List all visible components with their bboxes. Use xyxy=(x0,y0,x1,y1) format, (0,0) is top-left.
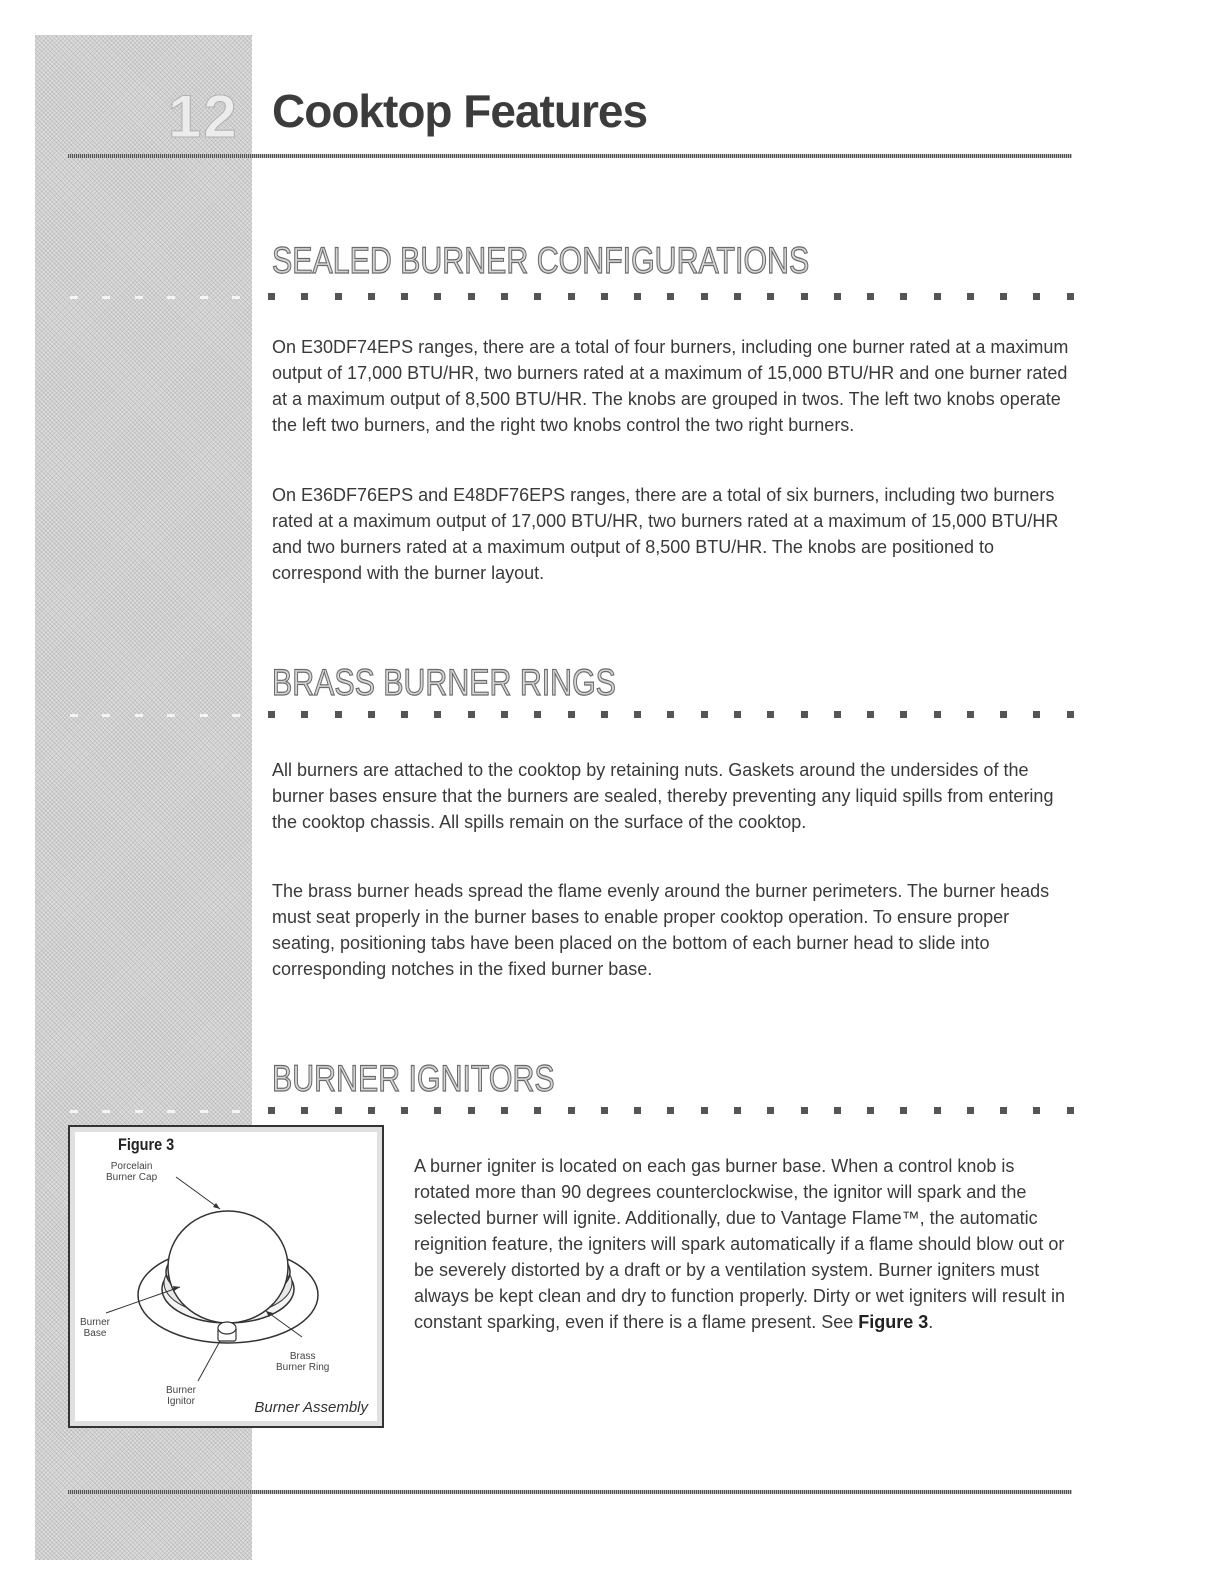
figure-caption: Burner Assembly xyxy=(254,1399,368,1416)
paragraph: On E30DF74EPS ranges, there are a total of four burners, including one burner rated at a maximum output of 17,000 BTU/HR, two burners rated at a maximum of 15,000 BTU/HR and one burner rated at a maximum output of 8,500 BTU/HR. The knobs are grouped in twos. The left two knobs operate the left two burners, and the right two knobs control the two right burners. xyxy=(272,337,1069,435)
label-porcelain-burner-cap xyxy=(106,1161,157,1183)
section-divider xyxy=(268,293,1074,300)
paragraph-text: A burner igniter is located on each gas burner base. When a control knob is rotated more than 90 degrees counterclockwise, the ignitor will spark and the selected burner will ignite. Additionally, due to Vantage Flame™, the automatic reignition feature, the igniters will spark automatically if a flame should blow out or be severely distorted by a draft or by a ventilation system. Burner igniters must always be kept clean and dry to function properly. Dirty or wet igniters will result in constant sparking, even if there is a flame present. See xyxy=(414,1156,1065,1332)
label-burner-ignitor xyxy=(166,1385,196,1407)
header-rule xyxy=(68,154,1072,158)
figure-3 xyxy=(68,1125,384,1428)
page-title: Cooktop Features xyxy=(272,85,648,137)
label-line: Burner Ring xyxy=(276,1362,330,1373)
paragraph xyxy=(414,1153,1074,1335)
chapter-number: 12 xyxy=(168,83,239,150)
label-line: Burner Cap xyxy=(106,1172,158,1183)
paragraph-end: . xyxy=(928,1312,934,1332)
label-line: Burner xyxy=(80,1317,111,1328)
figure-title: Figure 3 xyxy=(118,1135,175,1154)
paragraph: The brass burner heads spread the flame evenly around the burner perimeters. The burner heads must seat properly in the burner bases to enable proper cooktop operation. To ensure proper seating, positioning tabs have been placed on the bottom of each burner head to slide into corresponding notches in the fixed burner base. xyxy=(272,881,1050,979)
label-brass-burner-ring xyxy=(276,1351,329,1373)
label-line: Burner xyxy=(166,1385,197,1396)
band-dot-row xyxy=(70,1110,240,1113)
section-heading-burner-ignitors: BURNER IGNITORS xyxy=(272,1058,555,1099)
label-line: Brass xyxy=(289,1351,316,1362)
band-dot-row xyxy=(70,714,240,717)
section-heading-sealed-burner: SEALED BURNER CONFIGURATIONS xyxy=(272,240,810,281)
section-divider xyxy=(268,711,1074,718)
label-line: Ignitor xyxy=(167,1396,195,1407)
band-dot-row xyxy=(70,296,240,299)
label-burner-base xyxy=(80,1317,110,1339)
label-line: Base xyxy=(83,1328,107,1339)
label-line: Porcelain xyxy=(110,1161,153,1172)
footer-rule xyxy=(68,1490,1072,1494)
section-heading-brass-burner-rings: BRASS BURNER RINGS xyxy=(272,662,616,703)
section-divider xyxy=(268,1107,1074,1114)
paragraph: On E36DF76EPS and E48DF76EPS ranges, there are a total of six burners, including two burners rated at a maximum output of 17,000 BTU/HR, two burners rated at a maximum of 15,000 BTU/HR and two burners rated at a maximum output of 8,500 BTU/HR. The knobs are positioned to correspond with the burner layout. xyxy=(272,485,1059,583)
paragraph: All burners are attached to the cooktop by retaining nuts. Gaskets around the undersides of the burner bases ensure that the burners are sealed, thereby preventing any liquid spills from entering the cooktop chassis. All spills remain on the surface of the cooktop. xyxy=(272,760,1054,832)
figure-reference: Figure 3 xyxy=(858,1312,929,1332)
